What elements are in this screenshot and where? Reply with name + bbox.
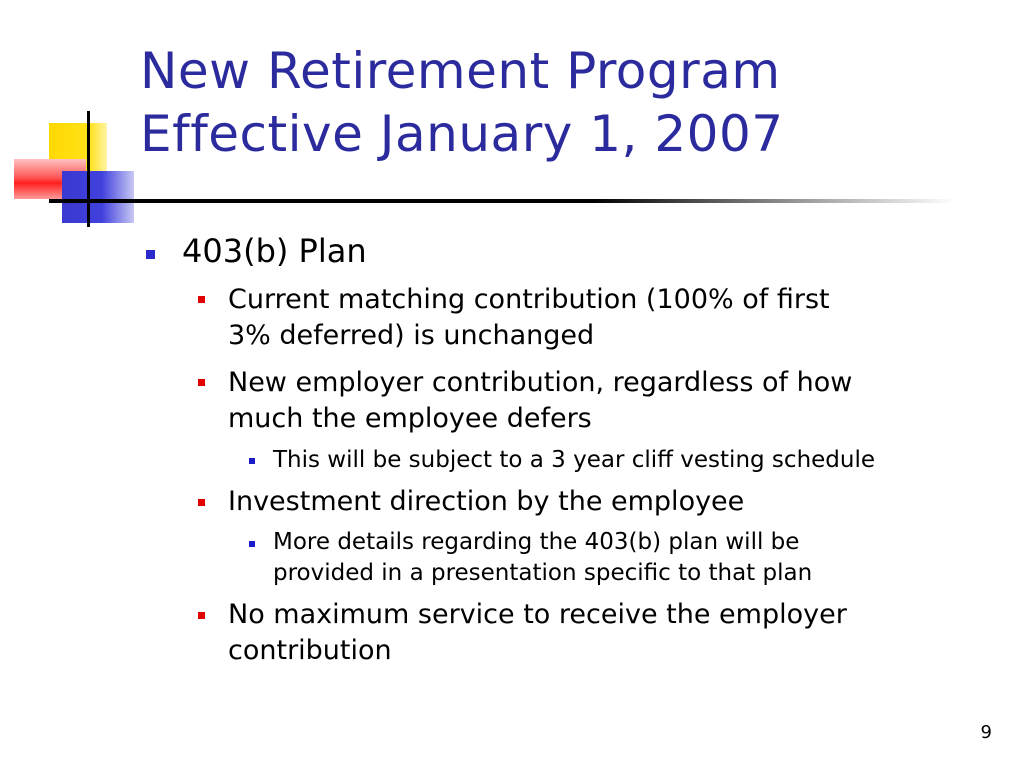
bullet-text-line: Current matching contribution (100% of first — [228, 284, 830, 315]
blue-square — [62, 171, 134, 223]
bullet-square-icon — [146, 250, 155, 259]
title-line-1: New Retirement Program — [140, 42, 781, 100]
bullet-text-line: This will be subject to a 3 year cliff vesting schedule — [273, 447, 876, 473]
bullet-text-line: More details regarding the 403(b) plan will be — [273, 529, 800, 555]
bullet-text-line: New employer contribution, regardless of how — [228, 367, 853, 398]
decorative-squares-logo — [0, 0, 160, 240]
slide-title — [140, 40, 1000, 165]
bullet-no-maximum-service — [228, 597, 847, 669]
bullet-square-icon — [198, 612, 205, 619]
bullet-text-line: much the employee defers — [228, 403, 592, 434]
bullet-text-line: No maximum service to receive the employer — [228, 599, 847, 630]
bullet-vesting-schedule — [273, 445, 875, 476]
bullet-investment-direction — [228, 484, 744, 520]
bullet-square-icon — [198, 499, 205, 506]
bullet-more-details — [273, 527, 812, 589]
title-line-2: Effective January 1, 2007 — [140, 104, 784, 163]
bullet-employer-contribution — [228, 365, 852, 437]
bullet-matching-contribution — [228, 282, 830, 354]
bullet-text-line: Investment direction by the employee — [228, 486, 745, 517]
vertical-rule — [87, 111, 90, 227]
bullet-square-icon — [198, 379, 205, 386]
slide-page-number: 9 — [980, 722, 992, 743]
bullet-square-icon — [198, 296, 205, 303]
bullet-plan: 403(b) Plan — [182, 232, 367, 270]
title-underline-rule — [49, 199, 955, 203]
bullet-text-line: 3% deferred) is unchanged — [228, 320, 595, 351]
bullet-text-line: contribution — [228, 635, 392, 666]
bullet-square-icon — [249, 541, 255, 547]
bullet-square-icon — [249, 458, 255, 464]
bullet-text-line: provided in a presentation specific to that plan — [273, 560, 813, 586]
